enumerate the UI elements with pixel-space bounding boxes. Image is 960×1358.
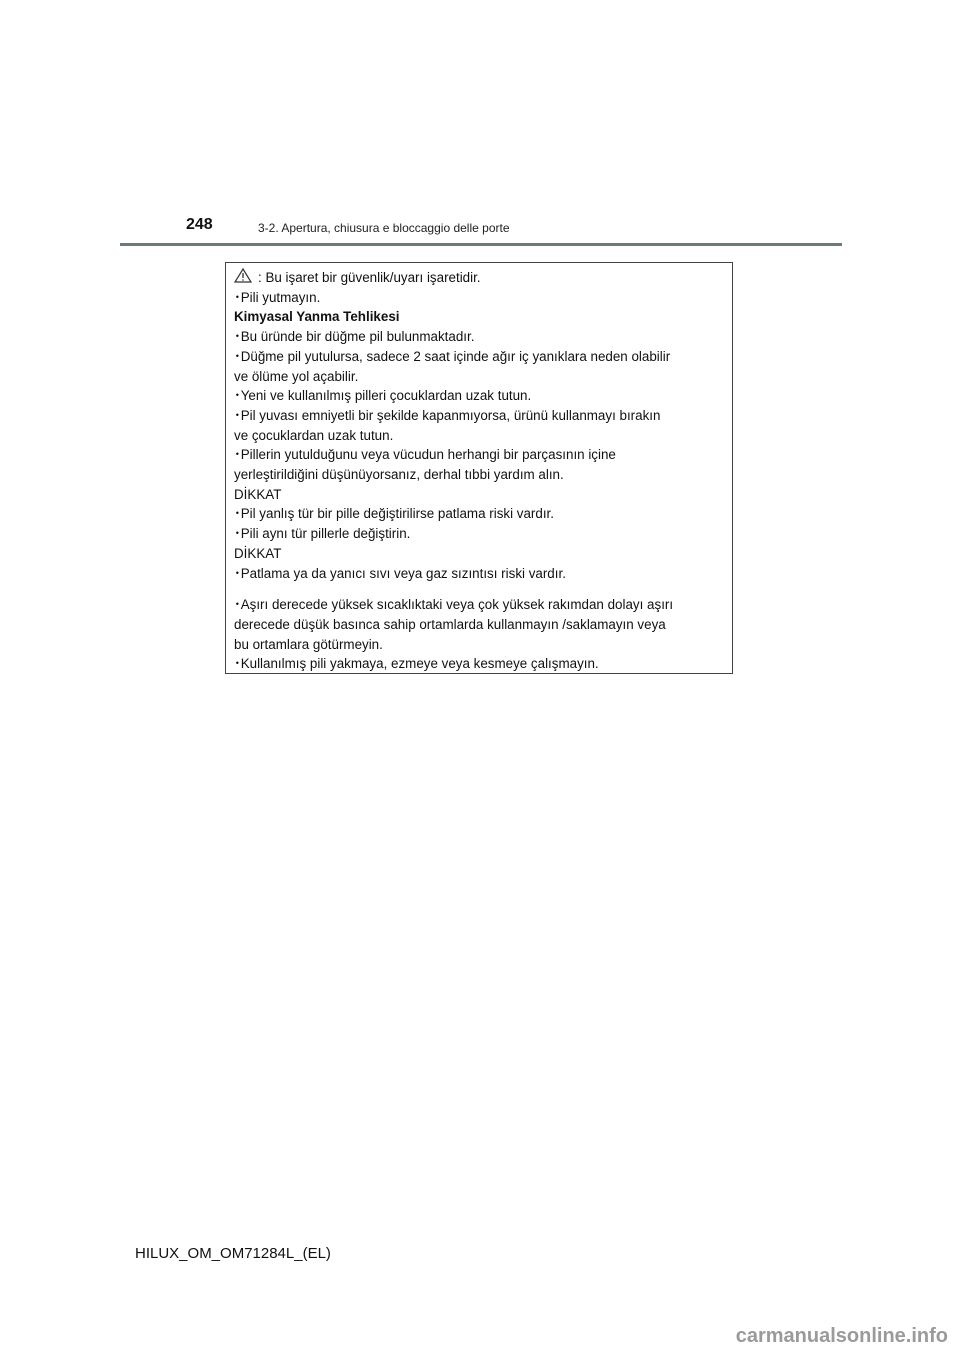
page-number: 248 [186, 216, 213, 233]
header-divider [120, 243, 842, 246]
warning-line: yerleştirildiğini düşünüyorsanız, derhal tıbbi yardım alın. [234, 467, 564, 483]
warning-line: ･Bu üründe bir düğme pil bulunmaktadır. [234, 329, 475, 345]
warning-line: ve ölüme yol açabilir. [234, 368, 359, 384]
warning-line: ･Patlama ya da yanıcı sıvı veya gaz sızıntısı riski vardır. [234, 565, 566, 581]
warning-triangle-icon [234, 268, 252, 283]
warning-line: ･Pili aynı tür pillerle değiştirin. [234, 526, 411, 542]
warning-heading: DİKKAT [234, 545, 282, 561]
watermark[interactable]: carmanualsonline.info [735, 1325, 948, 1347]
warning-line: ･Kullanılmış pili yakmaya, ezmeye veya kesmeye çalışmayın. [234, 656, 599, 672]
warning-line: ･Yeni ve kullanılmış pilleri çocuklardan uzak tutun. [234, 388, 532, 404]
warning-line: ･Pili yutmayın. [234, 289, 321, 305]
warning-line: ･Pil yuvası emniyetli bir şekilde kapanmıyorsa, ürünü kullanmayı bırakın [234, 407, 661, 423]
warning-heading: Kimyasal Yanma Tehlikesi [234, 309, 400, 325]
document-code: HILUX_OM_OM71284L_(EL) [135, 1245, 331, 1262]
warning-line: ve çocuklardan uzak tutun. [234, 427, 394, 443]
warning-line: bu ortamlara götürmeyin. [234, 636, 383, 652]
warning-line: derecede düşük basınca sahip ortamlarda kullanmayın /saklamayın veya [234, 616, 666, 632]
warning-line: ･Düğme pil yutulursa, sadece 2 saat içinde ağır iç yanıklara neden olabilir [234, 348, 671, 364]
warning-line [234, 268, 724, 288]
warning-line: ･Pil yanlış tür bir pille değiştirilirse patlama riski vardır. [234, 506, 554, 522]
warning-heading: DİKKAT [234, 486, 282, 502]
warning-line-text: : Bu işaret bir güvenlik/uyarı işaretidir. [258, 270, 481, 285]
warning-line: ･Aşırı derecede yüksek sıcaklıktaki veya çok yüksek rakımdan dolayı aşırı [234, 597, 674, 613]
section-title: 3-2. Apertura, chiusura e bloccaggio delle porte [258, 221, 510, 235]
warning-line: ･Pillerin yutulduğunu veya vücudun herhangi bir parçasının içine [234, 447, 616, 463]
warning-box [225, 262, 733, 674]
paragraph-gap [234, 583, 724, 595]
